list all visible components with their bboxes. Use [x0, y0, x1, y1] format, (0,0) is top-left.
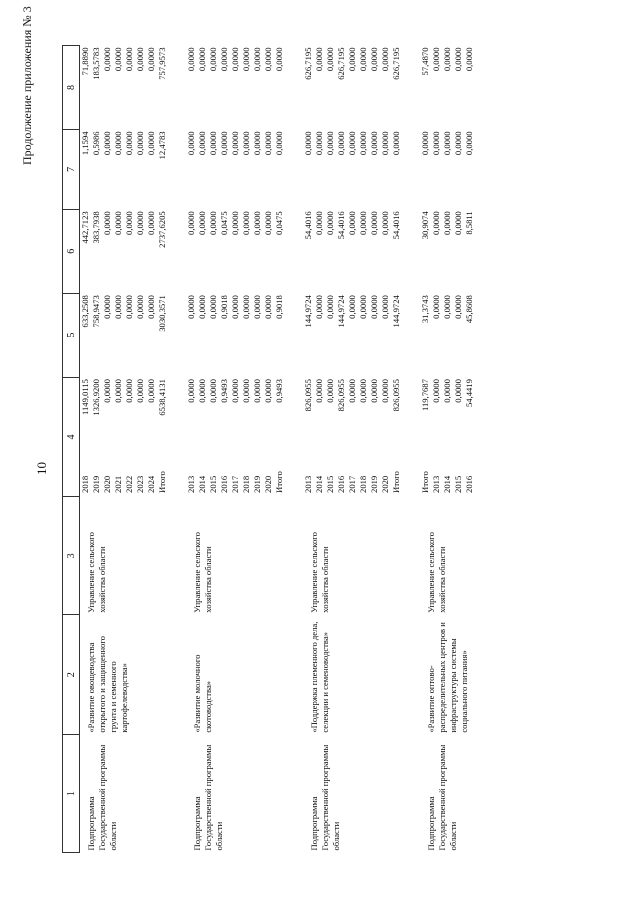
col4-value: 826,0955: [391, 379, 401, 412]
col6-value: 0,0000: [358, 211, 368, 235]
col5-value: 758,9473: [91, 295, 101, 328]
col7-value: 0,0000: [325, 131, 335, 156]
col6-values: [80, 209, 187, 293]
col4-value: 0,0000: [241, 379, 251, 403]
col6-value: 0,0000: [347, 211, 357, 235]
executor-cell: Управление сельского хозяйства области: [192, 532, 213, 613]
col8-value: 0,0000: [186, 47, 196, 72]
col7-value: 0,0000: [124, 131, 134, 156]
col5-value: 0,0000: [453, 295, 463, 319]
header-col-6: 6: [63, 209, 80, 293]
col6-value: 0,0000: [369, 211, 379, 235]
col6-values: [186, 209, 303, 293]
col4-values: [303, 377, 420, 461]
col6-value: 0,0000: [314, 211, 324, 235]
col7-value: 0,0000: [303, 131, 313, 156]
col5-values: [303, 293, 420, 377]
header-col-7: 7: [63, 129, 80, 209]
col8-value: 626,7195: [391, 47, 401, 80]
year-value: 2018: [80, 475, 90, 493]
col7-value: 0,0000: [230, 131, 240, 156]
col5-value: 0,0000: [230, 295, 240, 319]
col8-value: 0,0000: [241, 47, 251, 72]
year-value: 2014: [197, 475, 207, 493]
col7-value: 0,0000: [453, 131, 463, 156]
col8-value: 71,8890: [80, 47, 90, 76]
col6-value: 383,7938: [91, 211, 101, 244]
col6-values: [420, 209, 493, 293]
year-value: 2016: [464, 475, 474, 493]
year-value: 2015: [208, 475, 218, 493]
col6-value: 0,0000: [197, 211, 207, 235]
year-value: 2014: [442, 475, 452, 493]
col5-value: 0,0000: [124, 295, 134, 319]
col4-value: 0,0000: [347, 379, 357, 403]
year-value: Итого: [157, 471, 167, 493]
year-value: 2020: [263, 475, 273, 493]
col5-value: 0,0000: [102, 295, 112, 319]
col8-value: 0,0000: [358, 47, 368, 72]
col7-value: 0,0000: [219, 131, 229, 156]
header-col-5: 5: [63, 293, 80, 377]
table-body: [80, 46, 494, 853]
col5-value: 0,0000: [208, 295, 218, 319]
col7-value: 0,0000: [391, 131, 401, 156]
col5-value: 0,0000: [358, 295, 368, 319]
header-col-8: 8: [63, 46, 80, 130]
year-list: [186, 461, 303, 497]
col7-value: 0,0000: [135, 131, 145, 156]
executor-cell: Управление сельского хозяйства области: [309, 532, 330, 613]
col6-value: 0,0000: [124, 211, 134, 235]
year-list: [80, 461, 187, 497]
col5-value: 0,0000: [135, 295, 145, 319]
col8-value: 0,0000: [263, 47, 273, 72]
col8-value: 0,0000: [431, 47, 441, 72]
col5-value: 0,0000: [241, 295, 251, 319]
executor-cell: Управление сельского хозяйства области: [86, 532, 107, 613]
col8-value: 0,0000: [464, 47, 474, 72]
col6-value: 0,0000: [135, 211, 145, 235]
year-value: 2021: [113, 475, 123, 493]
col7-values: [420, 129, 493, 209]
col4-value: 0,9493: [219, 379, 229, 403]
col7-value: 0,0000: [380, 131, 390, 156]
col4-values: [420, 377, 493, 461]
col7-values: [80, 129, 187, 209]
col8-value: 0,0000: [113, 47, 123, 72]
col4-value: 826,0955: [336, 379, 346, 412]
col7-value: 0,0000: [113, 131, 123, 156]
col6-value: 0,0000: [380, 211, 390, 235]
col8-values: [303, 46, 420, 130]
col4-value: 0,0000: [124, 379, 134, 403]
col5-values: [80, 293, 187, 377]
col5-value: 0,0000: [186, 295, 196, 319]
col4-value: 119,7687: [420, 379, 430, 412]
year-value: 2013: [431, 475, 441, 493]
col8-value: 0,0000: [347, 47, 357, 72]
col6-values: [303, 209, 420, 293]
col8-value: 0,0000: [208, 47, 218, 72]
year-list: [420, 461, 493, 497]
year-value: 2015: [453, 475, 463, 493]
col5-value: 0,0000: [380, 295, 390, 319]
col7-value: 0,0000: [252, 131, 262, 156]
year-value: 2014: [314, 475, 324, 493]
col4-value: 0,0000: [314, 379, 324, 403]
header-row: [63, 46, 80, 853]
col4-value: 0,0000: [197, 379, 207, 403]
budget-table: [62, 45, 493, 853]
year-value: Итого: [420, 471, 430, 493]
col4-value: 0,0000: [208, 379, 218, 403]
col4-value: 0,0000: [263, 379, 273, 403]
program-type-cell: Подпрограмма Государственной программы области: [309, 744, 341, 851]
col8-value: 626,7195: [303, 47, 313, 80]
col7-value: 0,0000: [336, 131, 346, 156]
col5-value: 0,0000: [314, 295, 324, 319]
table-row: [420, 46, 493, 853]
col6-value: 0,0000: [208, 211, 218, 235]
col5-value: 144,9724: [336, 295, 346, 328]
col6-value: 0,0000: [325, 211, 335, 235]
col7-value: 0,0000: [186, 131, 196, 156]
program-name-cell: «Развитие оптово-распределительных центров и инфраструктуры системы социального питания»: [426, 622, 469, 733]
col7-value: 0,0000: [102, 131, 112, 156]
col7-values: [186, 129, 303, 209]
col8-value: 0,0000: [325, 47, 335, 72]
col4-value: 0,9493: [274, 379, 284, 403]
col4-value: 0,0000: [358, 379, 368, 403]
col7-value: 0,0000: [274, 131, 284, 156]
program-name-cell: «Развитие молочного скотоводства»: [192, 654, 213, 733]
col6-value: 0,0000: [442, 211, 452, 235]
col8-value: 0,0000: [442, 47, 452, 72]
col4-value: 1326,9200: [91, 379, 101, 416]
page-number: 10: [34, 462, 49, 475]
year-value: 2020: [380, 475, 390, 493]
col6-value: 0,0000: [146, 211, 156, 235]
col5-value: 0,0000: [442, 295, 452, 319]
col6-value: 0,0000: [186, 211, 196, 235]
col4-value: 0,0000: [431, 379, 441, 403]
col7-value: 0,0000: [241, 131, 251, 156]
col6-value: 54,4016: [336, 211, 346, 240]
col4-value: 0,0000: [325, 379, 335, 403]
col6-value: 0,0000: [241, 211, 251, 235]
year-value: 2017: [230, 475, 240, 493]
year-value: 2017: [347, 475, 357, 493]
header-col-2: 2: [63, 615, 80, 735]
col8-value: 0,0000: [135, 47, 145, 72]
col7-value: 0,0000: [369, 131, 379, 156]
col5-value: 633,2508: [80, 295, 90, 328]
col5-value: 0,9018: [274, 295, 284, 319]
col4-value: 0,0000: [369, 379, 379, 403]
col6-value: 30,9074: [420, 211, 430, 240]
col4-value: 826,0955: [303, 379, 313, 412]
col8-value: 0,0000: [197, 47, 207, 72]
col4-value: 0,0000: [252, 379, 262, 403]
col5-value: 0,0000: [325, 295, 335, 319]
year-value: Итого: [274, 471, 284, 493]
program-type-cell: Подпрограмма Государственной программы области: [86, 744, 118, 851]
col5-value: 3030,3571: [157, 295, 167, 332]
header-col-4: 4: [63, 377, 80, 497]
table-row: [80, 46, 187, 853]
col7-value: 0,0000: [208, 131, 218, 156]
year-value: 2013: [186, 475, 196, 493]
col5-value: 0,0000: [369, 295, 379, 319]
col4-values: [80, 377, 187, 461]
col5-value: 0,0000: [347, 295, 357, 319]
col6-value: 0,0000: [102, 211, 112, 235]
col8-value: 0,0000: [274, 47, 284, 72]
col7-value: 0,0000: [347, 131, 357, 156]
col7-value: 12,4783: [157, 131, 167, 160]
col7-value: 0,0000: [146, 131, 156, 156]
col7-value: 0,0000: [464, 131, 474, 156]
year-value: 2016: [336, 475, 346, 493]
year-value: 2019: [369, 475, 379, 493]
col7-value: 0,0000: [420, 131, 430, 156]
col7-value: 0,0000: [263, 131, 273, 156]
col5-value: 0,9018: [219, 295, 229, 319]
col6-value: 0,0475: [274, 211, 284, 235]
col4-value: 1149,0115: [80, 379, 90, 415]
year-value: 2018: [358, 475, 368, 493]
col6-value: 2737,6205: [157, 211, 167, 248]
col5-value: 144,9724: [391, 295, 401, 328]
col6-value: 0,0000: [453, 211, 463, 235]
header-col-1: 1: [63, 735, 80, 853]
col6-value: 54,4016: [303, 211, 313, 240]
col7-values: [303, 129, 420, 209]
program-type-cell: Подпрограмма Государственной программы области: [426, 744, 458, 851]
col8-value: 57,4870: [420, 47, 430, 76]
year-value: 2015: [325, 475, 335, 493]
col8-value: 183,5783: [91, 47, 101, 80]
col6-value: 0,0000: [113, 211, 123, 235]
year-value: 2019: [91, 475, 101, 493]
col8-values: [186, 46, 303, 130]
col5-values: [186, 293, 303, 377]
col7-value: 0,0000: [314, 131, 324, 156]
col4-value: 54,4419: [464, 379, 474, 408]
col8-value: 0,0000: [219, 47, 229, 72]
year-value: 2023: [135, 475, 145, 493]
col4-value: 0,0000: [186, 379, 196, 403]
year-value: 2024: [146, 475, 156, 493]
col5-value: 45,8608: [464, 295, 474, 324]
col7-value: 0,0000: [431, 131, 441, 156]
continuation-title: Продолжение приложения № 3: [20, 6, 34, 165]
col8-value: 757,9573: [157, 47, 167, 80]
col4-value: 0,0000: [146, 379, 156, 403]
col4-value: 6538,4131: [157, 379, 167, 416]
program-name-cell: «Развитие овощеводства открытого и защищенного грунта и семенного картофелеводства»: [86, 636, 129, 733]
table-row: [186, 46, 303, 853]
col4-value: 0,0000: [102, 379, 112, 403]
col8-value: 0,0000: [252, 47, 262, 72]
year-value: 2020: [102, 475, 112, 493]
year-value: 2013: [303, 475, 313, 493]
col5-value: 0,0000: [197, 295, 207, 319]
year-list: [303, 461, 420, 497]
col8-value: 0,0000: [380, 47, 390, 72]
year-value: Итого: [391, 471, 401, 493]
col4-value: 0,0000: [453, 379, 463, 403]
col6-value: 442,7123: [80, 211, 90, 244]
col5-value: 0,0000: [263, 295, 273, 319]
col8-value: 0,0000: [369, 47, 379, 72]
executor-cell: Управление сельского хозяйства области: [426, 532, 447, 613]
col4-value: 0,0000: [380, 379, 390, 403]
col8-value: 0,0000: [146, 47, 156, 72]
col4-value: 0,0000: [442, 379, 452, 403]
col4-values: [186, 377, 303, 461]
col5-value: 144,9724: [303, 295, 313, 328]
col6-value: 0,0000: [230, 211, 240, 235]
col6-value: 0,0000: [263, 211, 273, 235]
col5-value: 0,0000: [146, 295, 156, 319]
table-row: [303, 46, 420, 853]
col8-value: 0,0000: [453, 47, 463, 72]
col8-value: 0,0000: [314, 47, 324, 72]
year-value: 2018: [241, 475, 251, 493]
col7-value: 0,5986: [91, 131, 101, 156]
col4-value: 0,0000: [113, 379, 123, 403]
col7-value: 0,0000: [442, 131, 452, 156]
col7-value: 1,1594: [80, 131, 90, 156]
col8-values: [420, 46, 493, 130]
col4-value: 0,0000: [230, 379, 240, 403]
year-value: 2022: [124, 475, 134, 493]
col5-value: 0,0000: [113, 295, 123, 319]
program-name-cell: «Поддержка племенного дела, селекции и семеноводства»: [309, 621, 330, 733]
col8-value: 0,0000: [102, 47, 112, 72]
year-value: 2019: [252, 475, 262, 493]
col6-value: 8,5811: [464, 211, 474, 235]
col6-value: 0,0000: [252, 211, 262, 235]
col8-values: [80, 46, 187, 130]
col6-value: 0,0000: [431, 211, 441, 235]
col8-value: 626,7195: [336, 47, 346, 80]
col7-value: 0,0000: [197, 131, 207, 156]
col5-value: 0,0000: [431, 295, 441, 319]
header-col-3: 3: [63, 497, 80, 615]
col5-value: 0,0000: [252, 295, 262, 319]
col8-value: 0,0000: [230, 47, 240, 72]
col6-value: 54,4016: [391, 211, 401, 240]
col5-values: [420, 293, 493, 377]
col4-value: 0,0000: [135, 379, 145, 403]
program-type-cell: Подпрограмма Государственной программы области: [192, 744, 224, 851]
col7-value: 0,0000: [358, 131, 368, 156]
col6-value: 0,0475: [219, 211, 229, 235]
year-value: 2016: [219, 475, 229, 493]
col5-value: 31,3743: [420, 295, 430, 324]
col8-value: 0,0000: [124, 47, 134, 72]
